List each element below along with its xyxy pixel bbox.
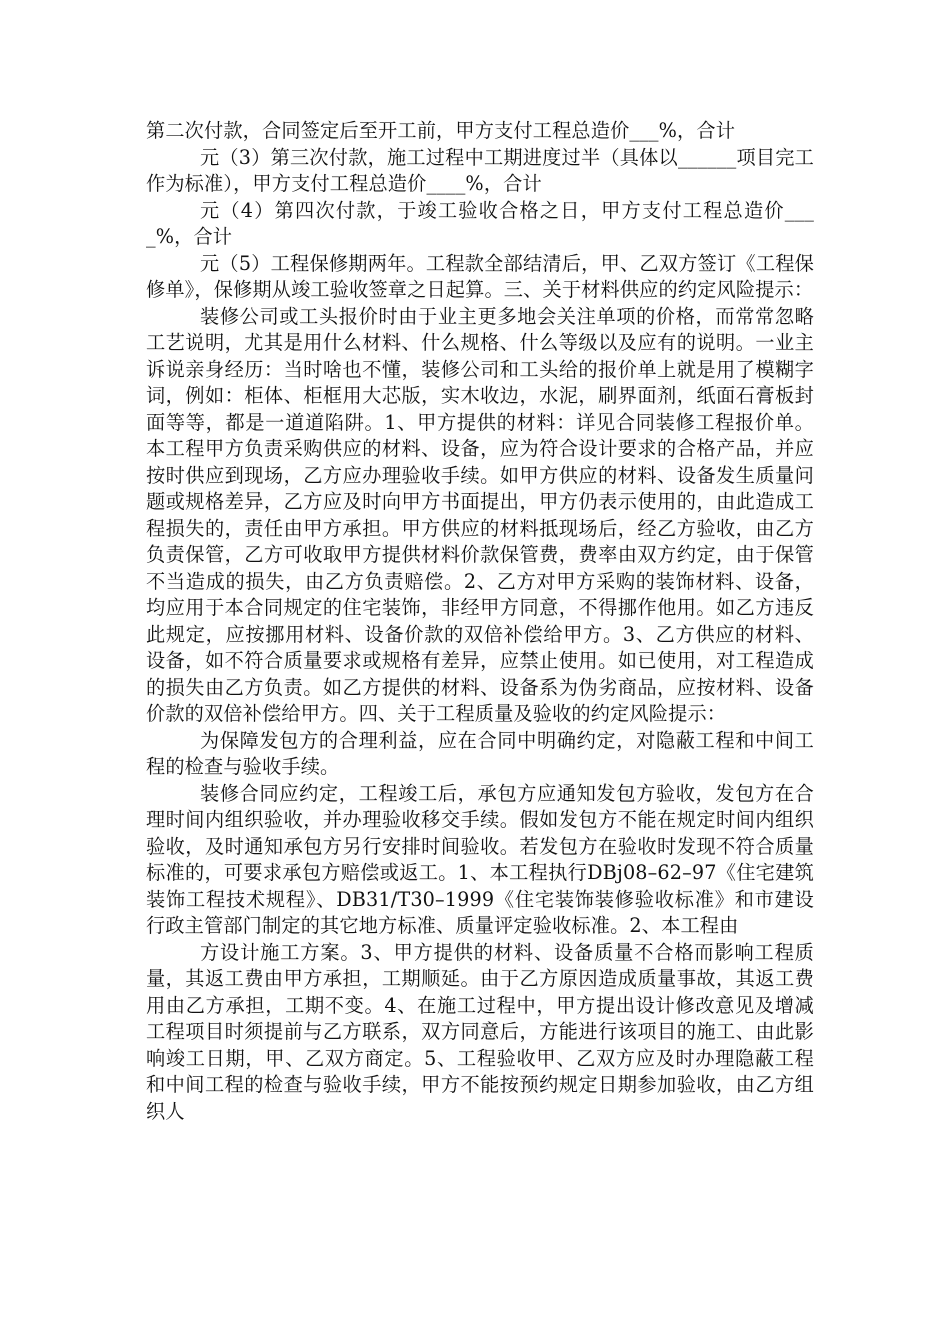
paragraph-material-supply: 装修公司或工头报价时由于业主更多地会关注单项的价格，而常常忽略工艺说明，尤其是用什么材料、什么规格、什么等级以及应有的说明。一业主诉说亲身经历：当时啥也不懂，装修公司和工头给的报价单上就是用了模糊字词，例如：柜体、柜框用大芯版，实木收边，水泥，刷界面剂，纸面石膏板封面等等，都是一道道陷阱。1、甲方提供的材料：详见合同装修工程报价单。本工程甲方负责采购供应的材料、设备，应为符合设计要求的合格产品，并应按时供应到现场，乙方应办理验收手续。如甲方供应的材料、设备发生质量问题或规格差异，乙方应及时向甲方书面提出，甲方仍表示使用的，由此造成工程损失的，责任由甲方承担。甲方供应的材料抵现场后，经乙方验收，由乙方负责保管，乙方可收取甲方提供材料价款保管费，费率由双方约定，由于保管不当造成的损失，由乙方负责赔偿。2、乙方对甲方采购的装饰材料、设备，均应用于本合同规定的住宅装饰，非经甲方同意，不得挪作他用。如乙方违反此规定，应按挪用材料、设备价款的双倍补偿给甲方。3、乙方供应的材料、设备，如不符合质量要求或规格有差异，应禁止使用。如已使用，对工程造成的损失由乙方负责。如乙方提供的材料、设备系为伪劣商品，应按材料、设备价款的双倍补偿给甲方。四、关于工程质量及验收的约定风险提示： [146,304,814,725]
paragraph-design-plan: 方设计施工方案。3、甲方提供的材料、设备质量不合格而影响工程质量，其返工费由甲方承担，工期顺延。由于乙方原因造成质量事故，其返工费用由乙方承担，工期不变。4、在施工过程中，甲方提出设计修改意见及增减工程项目时须提前与乙方联系，双方同意后，方能进行该项目的施工、由此影响竣工日期，甲、乙双方商定。5、工程验收甲、乙双方应及时办理隐蔽工程和中间工程的检查与验收手续，甲方不能按预约规定日期参加验收，由乙方组织人 [146,940,814,1123]
document-page [146,118,814,1125]
paragraph-second-payment: 第二次付款，合同签定后至开工前，甲方支付工程总造价___%，合计 [146,119,736,142]
paragraph-third-payment: 元（3）第三次付款，施工过程中工期进度过半（具体以______项目完工作为标准），甲方支付工程总造价____%，合计 [146,145,814,195]
paragraph-hidden-works: 为保障发包方的合理利益，应在合同中明确约定，对隐蔽工程和中间工程的检查与验收手续。 [146,728,814,778]
paragraph-acceptance: 装修合同应约定，工程竣工后，承包方应通知发包方验收，发包方在合理时间内组织验收，并办理验收移交手续。假如发包方不能在规定时间内组织验收，及时通知承包方另行安排时间验收。若发包方在验收时发现不符合质量标准的，可要求承包方赔偿或返工。1、本工程执行DBj08–62–97《住宅建筑装饰工程技术规程》、DB31/T30–1999《住宅装饰装修验收标准》和市建设行政主管部门制定的其它地方标准、质量评定验收标准。2、本工程由 [146,781,814,937]
paragraph-warranty-period: 元（5）工程保修期两年。工程款全部结清后，甲、乙双方签订《工程保修单》，保修期从竣工验收签章之日起算。三、关于材料供应的约定风险提示： [146,251,814,301]
paragraph-fourth-payment: 元（4）第四次付款，于竣工验收合格之日，甲方支付工程总造价____%，合计 [146,198,814,248]
